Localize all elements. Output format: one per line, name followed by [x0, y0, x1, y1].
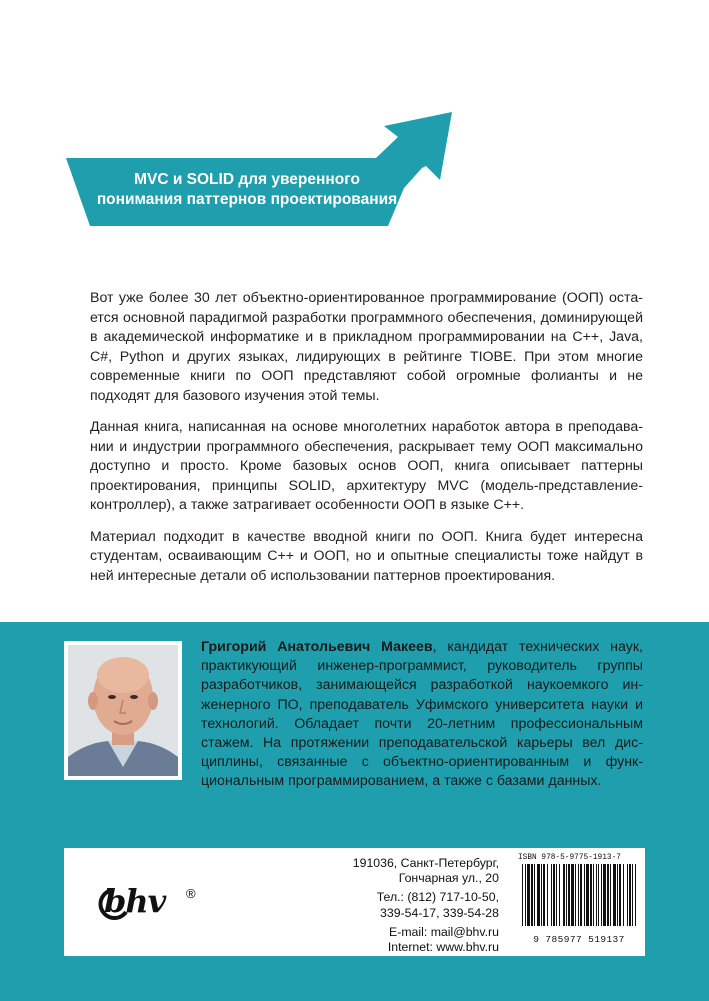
barcode-bar	[613, 864, 616, 926]
barcode-bar	[623, 864, 624, 926]
barcode-bar	[586, 864, 589, 926]
barcode-bar	[629, 864, 631, 926]
barcode-bar	[598, 864, 599, 926]
barcode-bar	[571, 864, 574, 926]
publisher-box	[64, 848, 645, 956]
logo-text: bhv	[104, 882, 166, 920]
author-portrait-image	[68, 645, 178, 776]
barcode-bar	[522, 864, 523, 926]
banner-line-1: MVC и SOLID для уверенного	[134, 171, 360, 188]
barcode-bar	[632, 864, 633, 926]
author-name: Григорий Анатольевич Макеев	[201, 639, 433, 655]
barcode-bar	[553, 864, 555, 926]
author-photo	[64, 641, 182, 780]
barcode-bar	[590, 864, 592, 926]
banner-arrow	[0, 0, 709, 260]
phone-line-1: Тел.: (812) 717-10-50,	[376, 890, 499, 905]
barcode-bar	[525, 864, 526, 926]
publisher-contacts	[289, 856, 499, 955]
description-paragraph-2: Данная книга, написанная на основе многолетних наработок автора в преподавании и индустрии программного обеспечения, раскрывает тему ООП максимально доступно и просто. Кроме базовых основ ООП, книга описывает паттерны проектирования, принципы SOLID, архитектуру MVC (модель-представление-контроллер), а также затрагивает особенности ООП в языке C++.	[90, 419, 643, 513]
arrow-graphic	[0, 0, 709, 260]
barcode-bar	[563, 864, 565, 926]
barcode-bar	[580, 864, 582, 926]
barcode-bar	[607, 864, 609, 926]
barcode-bar	[617, 864, 618, 926]
barcode-bar	[551, 864, 552, 926]
barcode-bar	[584, 864, 585, 926]
barcode-bar	[593, 864, 594, 926]
barcode-bar	[596, 864, 597, 926]
barcode-bar	[601, 864, 602, 926]
barcode-bar	[556, 864, 557, 926]
internet-line: Internet: www.bhv.ru	[387, 940, 499, 955]
isbn-barcode	[518, 854, 640, 952]
barcode-bar	[568, 864, 570, 926]
barcode-bar	[619, 864, 621, 926]
barcode-bar	[547, 864, 548, 926]
barcode-bar	[603, 864, 606, 926]
barcode-bar	[527, 864, 530, 926]
barcode-bar	[627, 864, 628, 926]
publisher-logo	[94, 882, 214, 926]
barcode-bar	[610, 864, 611, 926]
barcode-bars	[518, 862, 640, 928]
book-description	[90, 289, 643, 598]
barcode-bar	[537, 864, 540, 926]
address-line-1: 191036, Санкт-Петербург,	[352, 856, 499, 870]
barcode-bar	[541, 864, 542, 926]
logo-registered-mark: ®	[186, 886, 196, 901]
barcode-bar	[531, 864, 533, 926]
isbn-label: ISBN 978-5-9775-1913-7	[518, 854, 621, 862]
barcode-bar	[543, 864, 545, 926]
author-bio-text: , кандидат технических наук, практикующий инженер-программист, руководитель группы разработчиков, занимающейся разработкой наукоемкого инженерного ПО, преподаватель Уфимского университета науки и технологий. Обладает почти 20-летним профессиональным стажем. На протяжении преподавательской карьеры вел дисциплины, связанные с объектно-ориентированным и функциональным программированием, а также с базами данных.	[201, 639, 643, 790]
phone-line-2: 339-54-17, 339-54-28	[380, 905, 499, 920]
barcode-bar	[566, 864, 567, 926]
banner-line-2: понимания паттернов проектирования	[96, 191, 398, 208]
barcode-bar	[534, 864, 535, 926]
banner-heading	[82, 170, 412, 210]
barcode-bar	[559, 864, 560, 926]
description-paragraph-1: Вот уже более 30 лет объектно-ориентированное программирование (ООП) остается основной парадигмой разработки программного обеспечения, доминирующей в академической информатике и в прикладном программировании на C++, Java, C#, Python и других языках, лидирующих в рейтинге TIOBE. При этом многие современные книги по ООП представляют собой огромные фолианты и не подходят для базового изучения этой темы.	[90, 290, 643, 404]
barcode-digits: 9 785977 519137	[533, 934, 625, 945]
address-line-2: Гончарная ул., 20	[398, 871, 499, 886]
barcode-bar	[575, 864, 576, 926]
barcode-bar	[635, 864, 636, 926]
description-paragraph-3: Материал подходит в качестве вводной книги по ООП. Книга будет интересна студентам, осваивающим C++ и ООП, но и опытные специалисты тоже найдут в ней интересные детали об использовании паттернов проектирования.	[90, 528, 643, 584]
barcode-bar	[578, 864, 579, 926]
email-line: E-mail: mail@bhv.ru	[389, 924, 499, 939]
author-bio	[201, 638, 643, 792]
